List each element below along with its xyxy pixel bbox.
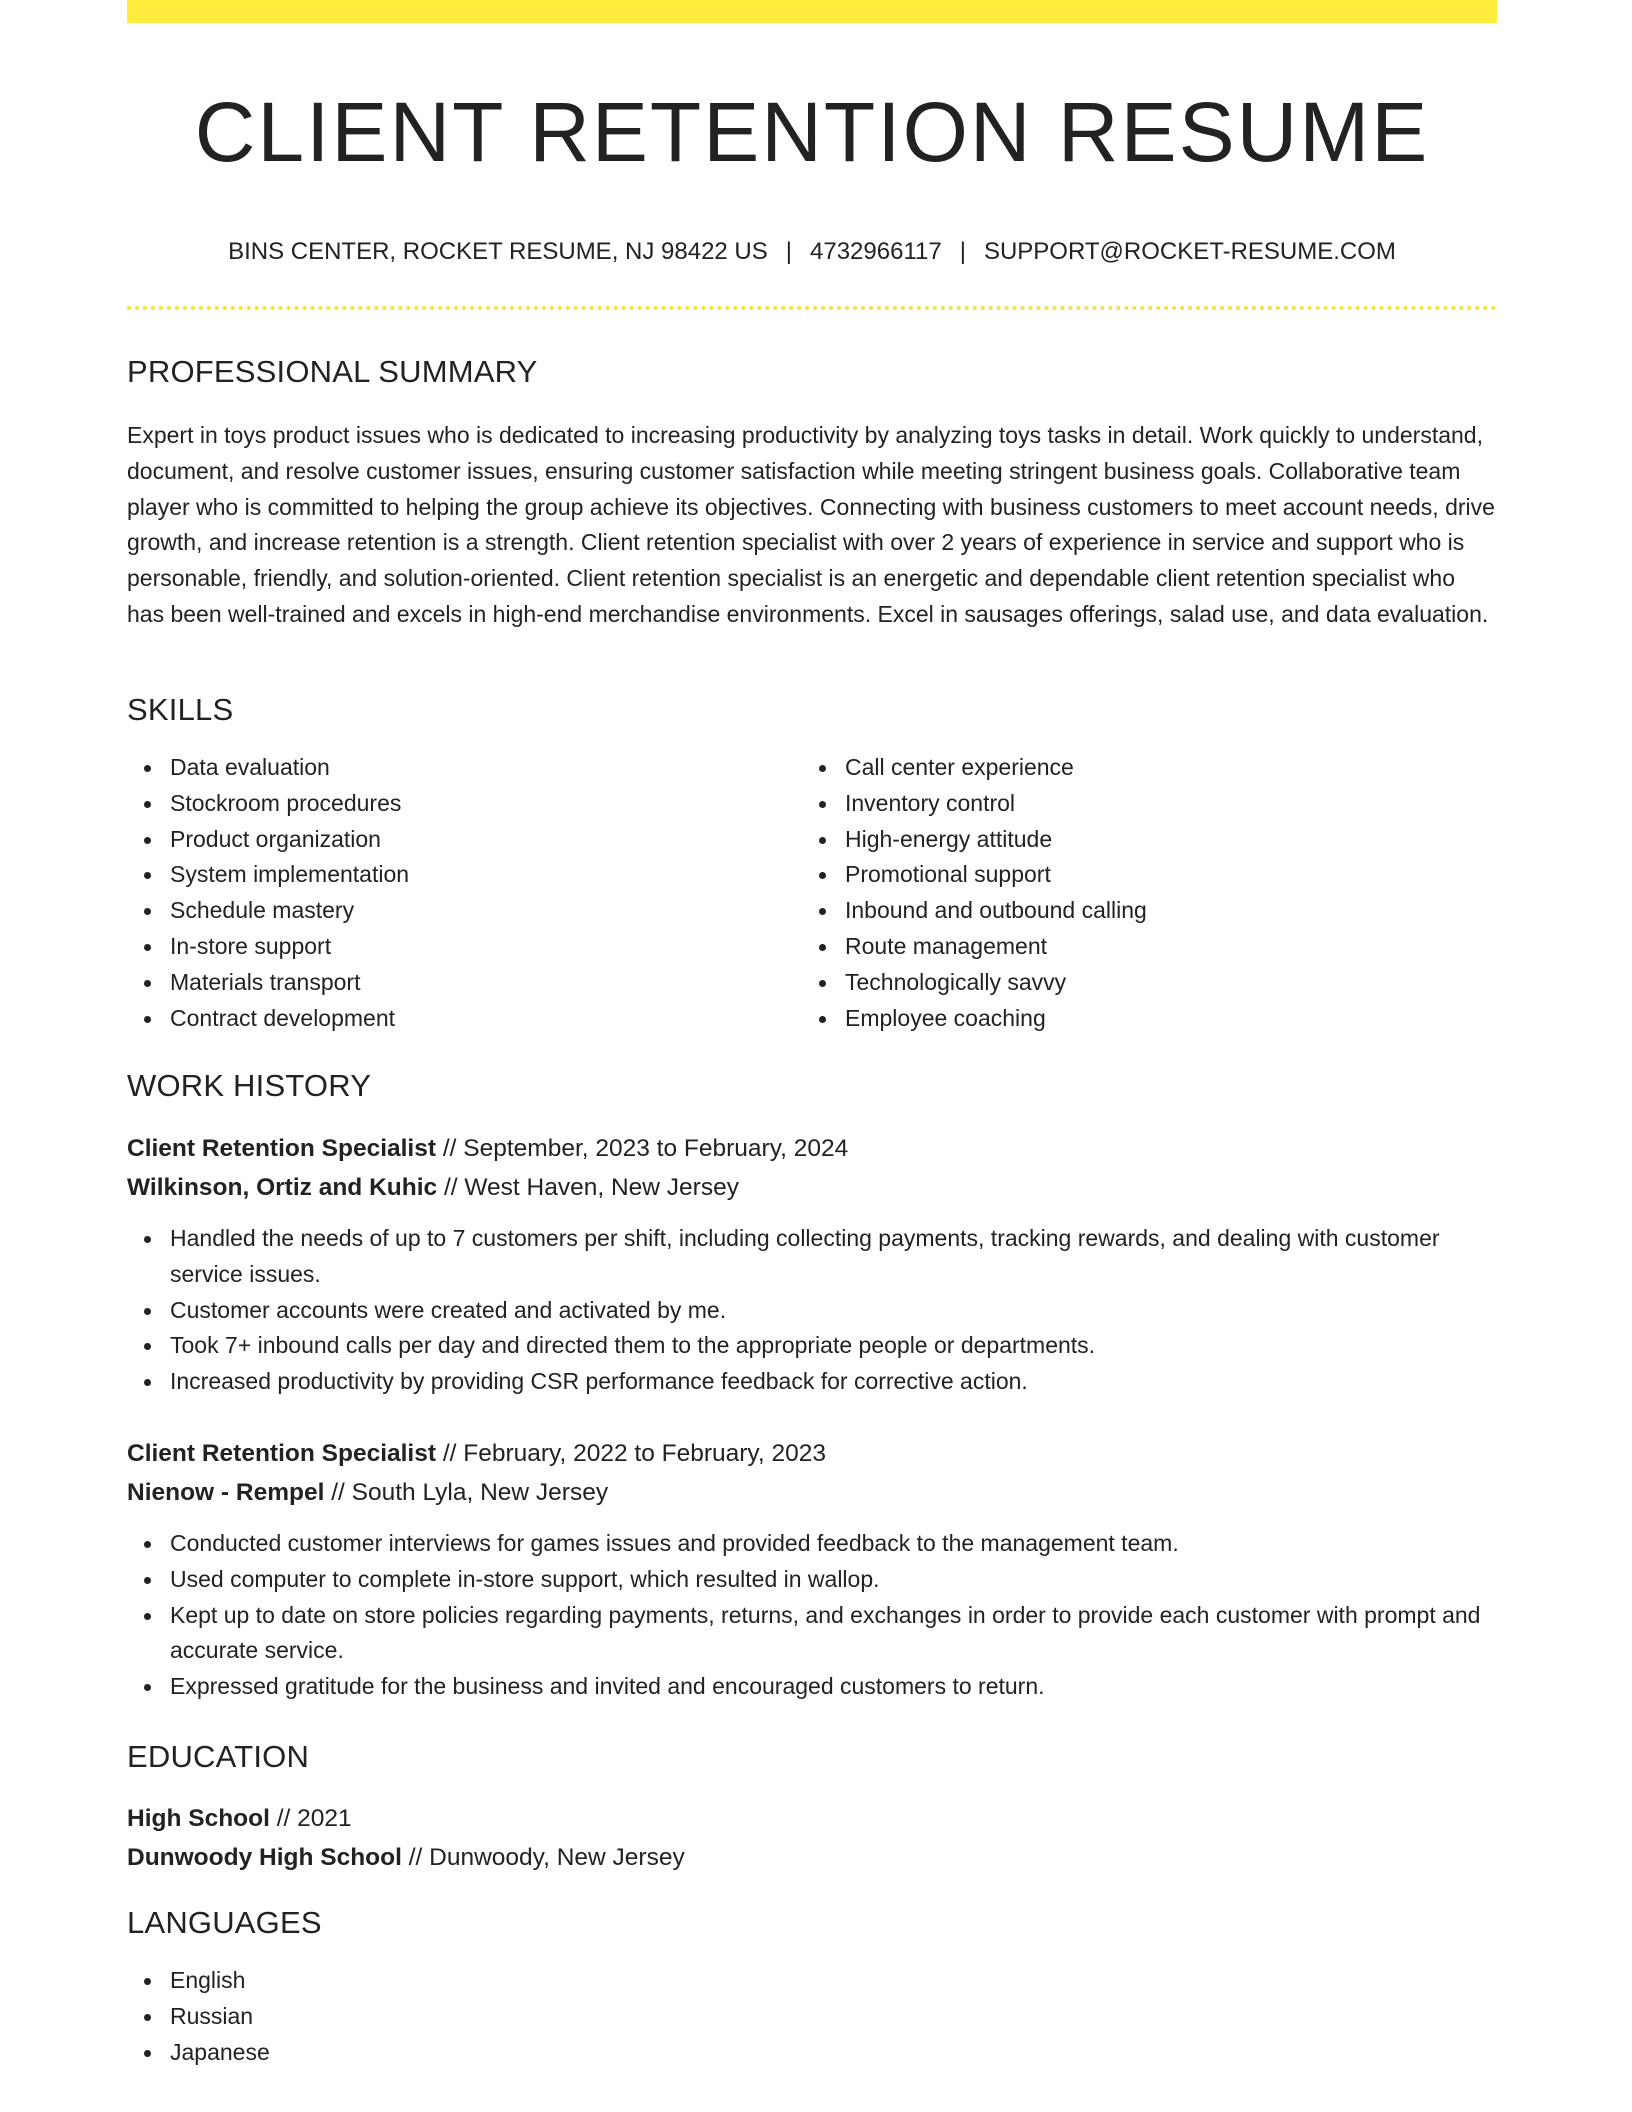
dotted-divider xyxy=(127,306,1497,310)
language-item: Japanese xyxy=(127,2035,1497,2071)
job-location: // West Haven, New Jersey xyxy=(437,1174,739,1201)
job-title: Client Retention Specialist xyxy=(127,1440,437,1467)
education-section xyxy=(127,1739,1497,1877)
language-item: Russian xyxy=(127,1999,1497,2035)
skill-item: Product organization xyxy=(127,822,802,858)
summary-text: Expert in toys product issues who is dedicated to increasing productivity by analyzing toys tasks in detail. Work quickly to understand, document, and resolve customer issues, ensuring customer satisfaction while meeting stringent business goals. Collaborative team player who is committed to helping the group achieve its objectives. Connecting with business customers to meet account needs, drive growth, and increase retention is a strength. Client retention specialist with over 2 years of experience in service and support who is personable, friendly, and solution-oriented. Client retention specialist is an energetic and dependable client retention specialist who has been well-trained and excels in high-end merchandise environments. Excel in sausages offerings, salad use, and data evaluation. xyxy=(127,422,1495,627)
job-bullet: Conducted customer interviews for games issues and provided feedback to the management team. xyxy=(127,1526,1497,1562)
skills-columns xyxy=(127,750,1497,1036)
languages-section xyxy=(127,1905,1497,2070)
job-entry xyxy=(127,1129,1497,1400)
section-heading-skills: SKILLS xyxy=(127,692,234,727)
skill-item: Inventory control xyxy=(802,786,1477,822)
job-company-line xyxy=(127,1473,1497,1512)
skills-list-right xyxy=(802,750,1477,1036)
job-location: // South Lyla, New Jersey xyxy=(324,1479,609,1506)
job-title-line xyxy=(127,1129,1497,1168)
section-heading-summary: PROFESSIONAL SUMMARY xyxy=(127,354,538,389)
job-bullet: Expressed gratitude for the business and invited and encouraged customers to return. xyxy=(127,1669,1497,1705)
contact-line xyxy=(127,236,1497,268)
contact-email: SUPPORT@ROCKET-RESUME.COM xyxy=(983,238,1396,265)
accent-bar xyxy=(127,0,1497,23)
job-entry xyxy=(127,1434,1497,1705)
education-degree: High School xyxy=(127,1805,270,1832)
skill-item: Data evaluation xyxy=(127,750,802,786)
job-bullet: Used computer to complete in-store support, which resulted in wallop. xyxy=(127,1562,1497,1598)
education-degree-line xyxy=(127,1799,1497,1838)
job-company-line xyxy=(127,1168,1497,1207)
contact-separator: | xyxy=(785,238,793,265)
resume-title: CLIENT RETENTION RESUME xyxy=(194,85,1430,179)
languages-list xyxy=(127,1963,1497,2070)
job-bullet: Kept up to date on store policies regarding payments, returns, and exchanges in order to provide each customer with prompt and accurate service. xyxy=(127,1598,1497,1670)
skills-list-left xyxy=(127,750,802,1036)
skill-item: Call center experience xyxy=(802,750,1477,786)
skill-item: Materials transport xyxy=(127,965,802,1001)
skills-section xyxy=(127,692,1497,1036)
job-title-line xyxy=(127,1434,1497,1473)
skill-item: Inbound and outbound calling xyxy=(802,893,1477,929)
job-title: Client Retention Specialist xyxy=(127,1135,437,1162)
job-company: Nienow - Rempel xyxy=(127,1479,325,1506)
job-company: Wilkinson, Ortiz and Kuhic xyxy=(127,1174,438,1201)
job-bullet: Took 7+ inbound calls per day and directed them to the appropriate people or departments. xyxy=(127,1328,1497,1364)
contact-address: BINS CENTER, ROCKET RESUME, NJ 98422 US xyxy=(228,238,768,265)
section-heading-education: EDUCATION xyxy=(127,1739,310,1774)
section-heading-work-history: WORK HISTORY xyxy=(127,1068,372,1103)
summary-section xyxy=(127,354,1497,633)
skill-item: Contract development xyxy=(127,1001,802,1037)
skill-item: Technologically savvy xyxy=(802,965,1477,1001)
skill-item: System implementation xyxy=(127,857,802,893)
skill-item: In-store support xyxy=(127,929,802,965)
education-school-line xyxy=(127,1838,1497,1877)
job-dates: // September, 2023 to February, 2024 xyxy=(436,1135,849,1162)
education-entry xyxy=(127,1799,1497,1877)
job-bullet: Customer accounts were created and activated by me. xyxy=(127,1293,1497,1329)
skill-item: High-energy attitude xyxy=(802,822,1477,858)
skill-item: Route management xyxy=(802,929,1477,965)
skill-item: Promotional support xyxy=(802,857,1477,893)
job-bullet: Increased productivity by providing CSR performance feedback for corrective action. xyxy=(127,1364,1497,1400)
section-heading-languages: LANGUAGES xyxy=(127,1905,322,1940)
skill-item: Schedule mastery xyxy=(127,893,802,929)
work-history-section xyxy=(127,1068,1497,1104)
education-year: // 2021 xyxy=(269,1805,352,1832)
job-dates: // February, 2022 to February, 2023 xyxy=(436,1440,826,1467)
education-location: // Dunwoody, New Jersey xyxy=(401,1844,685,1871)
contact-phone: 4732966117 xyxy=(810,238,942,265)
job-bullets xyxy=(127,1526,1497,1705)
skill-item: Employee coaching xyxy=(802,1001,1477,1037)
language-item: English xyxy=(127,1963,1497,1999)
education-school: Dunwoody High School xyxy=(127,1844,402,1871)
contact-separator: | xyxy=(959,238,966,265)
job-bullet: Handled the needs of up to 7 customers per shift, including collecting payments, tracking rewards, and dealing with customer service issues. xyxy=(127,1221,1497,1293)
skill-item: Stockroom procedures xyxy=(127,786,802,822)
job-bullets xyxy=(127,1221,1497,1400)
